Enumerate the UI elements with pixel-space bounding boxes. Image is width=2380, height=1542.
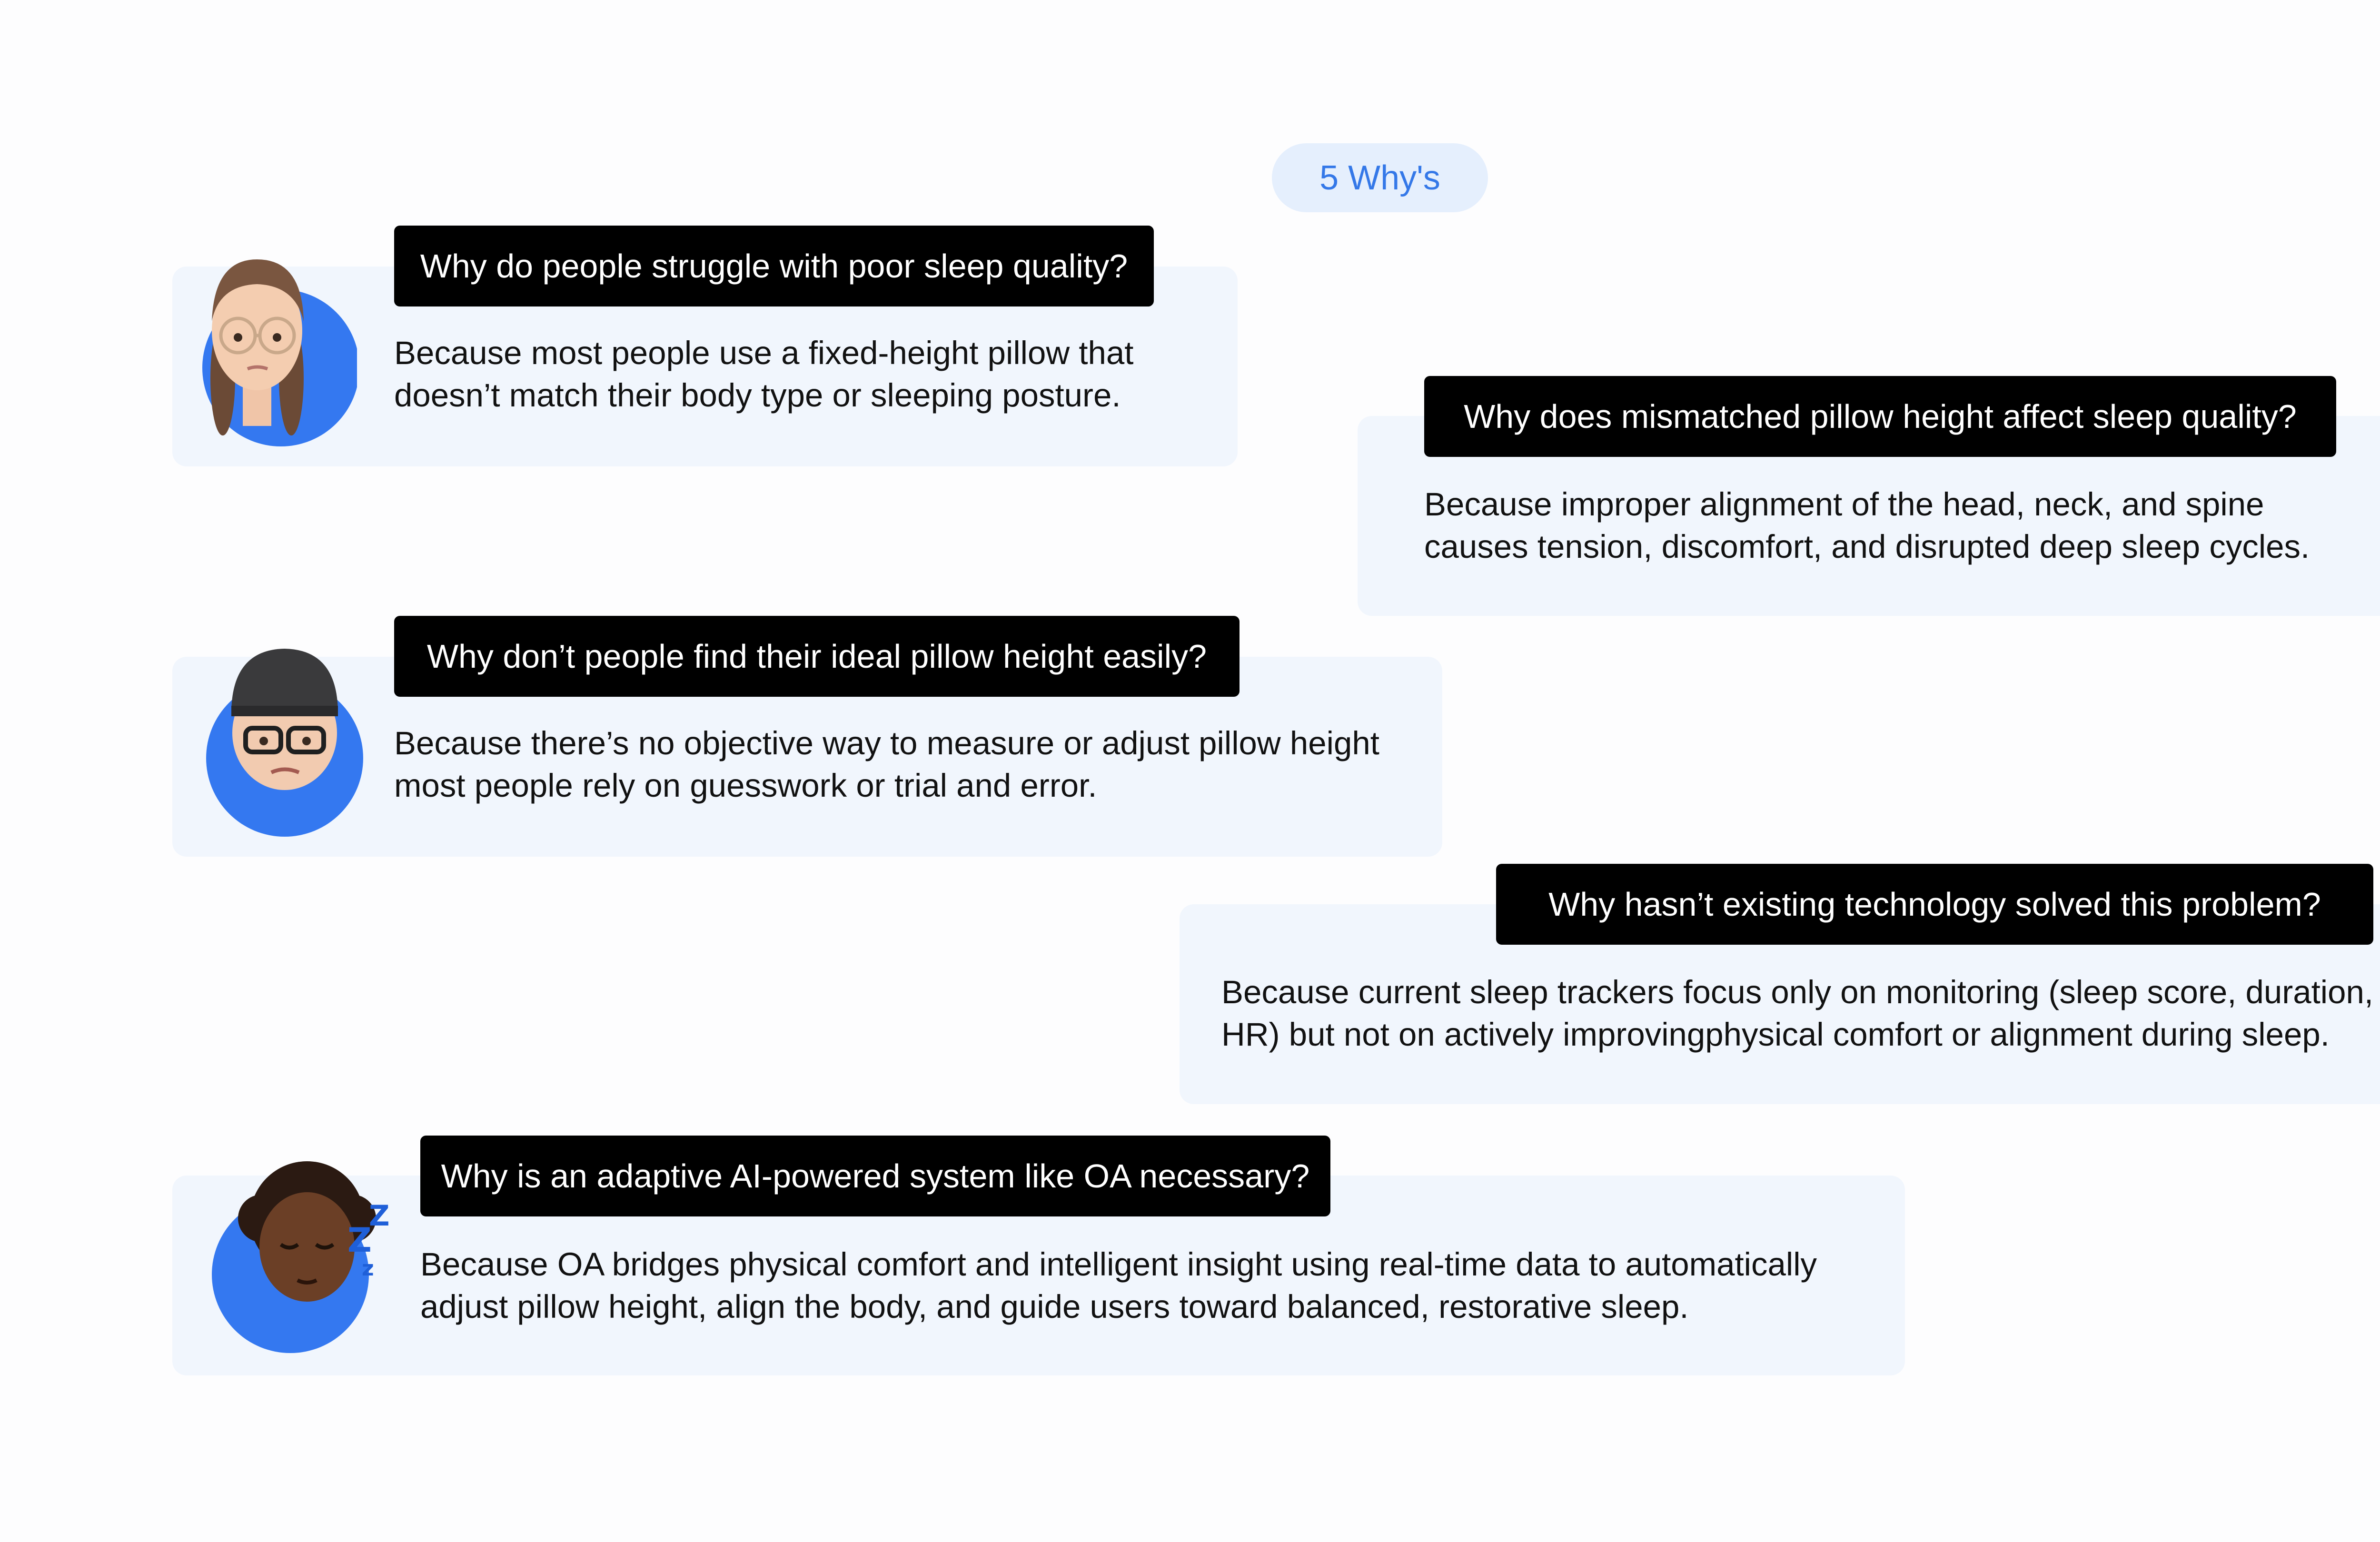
why-question-1: Why do people struggle with poor sleep quality?: [394, 226, 1154, 306]
why-answer-2-line-1: Because improper alignment of the head, neck, and spine: [1424, 486, 2264, 523]
why-answer-5-line-1: Because OA bridges physical comfort and intelligent insight using real-time data to automatically: [420, 1246, 1817, 1283]
why-answer-4-line-2: HR) but not on actively improvingphysical comfort or alignment during sleep.: [1221, 1016, 2330, 1053]
five-whys-pill: 5 Why's: [1272, 143, 1488, 212]
why-question-3: Why don’t people find their ideal pillow height easily?: [394, 616, 1240, 697]
why-answer-1: [394, 332, 1133, 416]
why-question-5: Why is an adaptive AI-powered system like OA necessary?: [420, 1136, 1330, 1216]
why-answer-2-line-2: causes tension, discomfort, and disrupted deep sleep cycles.: [1424, 528, 2310, 565]
avatar-cap-glasses-icon: [194, 631, 366, 830]
svg-text:Z: Z: [347, 1221, 372, 1260]
why-answer-5: [420, 1243, 1817, 1328]
why-answer-3: [394, 722, 1379, 807]
why-answer-5-line-2: adjust pillow height, align the body, and guide users toward balanced, restorative sleep.: [420, 1288, 1689, 1325]
why-answer-1-line-1: Because most people use a fixed-height pillow that: [394, 335, 1134, 371]
why-answer-3-line-1: Because there’s no objective way to measure or adjust pillow height: [394, 725, 1379, 761]
why-question-4: Why hasn’t existing technology solved this problem?: [1496, 864, 2373, 945]
avatar-glasses-braids-icon: [186, 240, 357, 440]
svg-text:Z: Z: [369, 1199, 390, 1233]
avatar-sleeping-zzz-icon: [205, 1161, 390, 1361]
why-answer-4: [1221, 971, 2373, 1056]
svg-text:z: z: [362, 1256, 374, 1281]
why-answer-2: [1424, 483, 2310, 568]
why-answer-4-line-1: Because current sleep trackers focus only on monitoring (sleep score, duration,: [1221, 974, 2374, 1010]
why-answer-3-line-2: most people rely on guesswork or trial and error.: [394, 767, 1097, 804]
why-question-2: Why does mismatched pillow height affect sleep quality?: [1424, 376, 2336, 457]
why-answer-1-line-2: doesn’t match their body type or sleeping posture.: [394, 377, 1121, 414]
